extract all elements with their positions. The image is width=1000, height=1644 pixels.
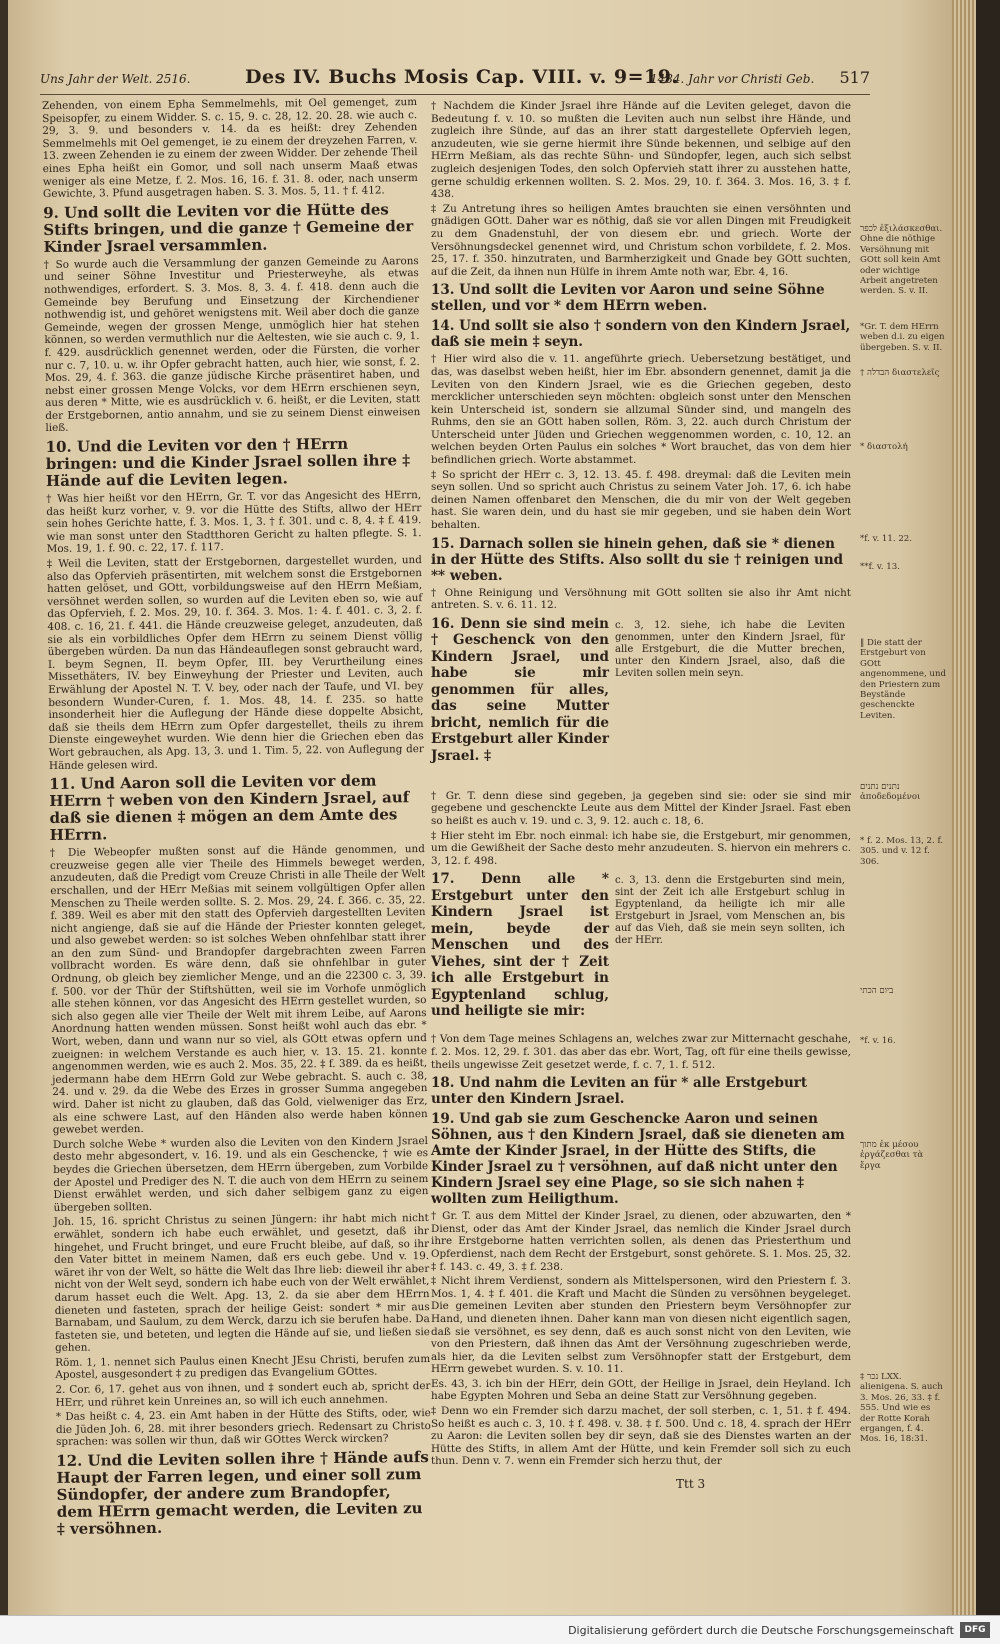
commentary-paragraph: † Hier wird also die v. 11. angeführte griech. Uebersetzung bestätiget, und das, was daselbst weben heißt, hier im Ebr. absondern genennet, damit ja die Leviten von den Kindern Jsrael, wie es die Griechen gegeben, desto mercklicher unterschieden seyn möchten: obgleich sonst unter den Menschen kein Unterscheid ist, sondern sie allzumal Sünder sind, und mangeln des Ruhms, den sie an GOtt haben sollen, Röm. 3, 22. auch durch Christum der Unterscheid unter Jüden und Griechen weggenommen worden, c. 10, 12. an welchen beyden Orten Paulus ein solches * Wort brauchet, das von dem hier befindlichen griech. Worte abstammet.	[431, 353, 851, 467]
commentary-paragraph: † So wurde auch die Versammlung der ganzen Gemeinde zu Aarons und seiner Söhne Investitur und Priesterweyhe, als etwas nothwendiges, erfordert. S. 3. Mos. 8, 3. 4. f. 418. denn auch die Gemeinde bey Berufung und Einsetzung der Kirchendiener nothwendig ist, und gehöret wenigstens mit. Weil aber doch die ganze Gemeinde, wegen der grossen Menge, unmöglich hier hat stehen können, so werden vermuthlich nur die Aeltesten, wie sie auch c. 9, 1. f. 429. ausdrücklich genennet werden, oder die Fürsten, die vorher nur c. 7, 10. u. w. ihr Opfer gebracht hatten, auch hier, wie sonst, f. 2. Mos. 29, 4. f. 363. die ganze jüdische Kirche präsentiret haben, und nebst einer grossen Menge Volcks, vor dem HErrn erschienen seyn, aus deren * Mitte, wie es ausdrücklich v. 6. heißt, er die Leviten, statt der Erstgebornen, antio annahm, und sie zu seinem Dienst einweisen ließ.	[43, 254, 421, 435]
commentary-paragraph: † Gr. T. aus dem Mittel der Kinder Jsrael, zu dienen, oder abzuwarten, den * Dienst, oder das Amt der Kinder Jsrael, das nemlich die Kinder Jsrael durch ihre Erstgeborne hatten verrichten sollen, als denen das Priesterthum und Opferdienst, nach dem Recht der Erstgeburt, sonst gehörete. S. 1. Mos. 25, 32. ‡ f. 143. c. 49, 3. ‡ f. 238.	[431, 1210, 851, 1273]
verse-12: 12. Und die Leviten sollen ihre † Hände aufs Haupt der Farren legen, und einer soll zum Sündopfer, der andere zum Brandopfer, dem HErrn gemacht werden, die Leviten zu ‡ versöhnen.	[56, 1448, 429, 1538]
verse-14: 14. Und sollt sie also † sondern von den Kindern Jsrael, daß sie mein ‡ seyn.	[431, 318, 851, 351]
verse-15: 15. Darnach sollen sie hinein gehen, daß sie * dienen in der Hütte des Stifts. Also sollt du sie † reinigen und ** weben.	[431, 535, 844, 584]
commentary-paragraph: ‡ Zu Antretung ihres so heiligen Amtes brauchten sie einen versöhnten und gnädigen GOtt. Daher war es nöthig, daß sie vor allen Dingen mit Freudigkeit zu dem Gnadenstuhl, der von diesem ebr. und griech. Worte der Versöhnungsdeckel genennet wird, und Christum schon vorbildete, f. 2. Mos. 25, 17. f. 350. hinzutraten, und Barmherzigkeit und Gnade bey GOtt suchten, auf die Zeit, da ihnen nun Hülfe in ihrem Amte noth war, Ebr. 4, 16.	[431, 202, 851, 278]
margin-note: לכפר ἐξιλάσκεσθαι. Ohne die nöthige Versöhnung mit GOtt soll kein Amt oder wichtige Arbeit angetreten werden. S. v. II.	[860, 224, 943, 297]
header-year-christ: 1484. Jahr vor Christi Geb.	[650, 72, 815, 86]
header-title: Des IV. Buchs Mosis Cap. VIII. v. 9=19.	[245, 66, 679, 88]
margin-note: **f. v. 13.	[860, 562, 900, 572]
commentary-paragraph: Zehenden, von einem Epha Semmelmehls, mit Oel gemenget, zum Speisopfer, zu einem Widder. S. c. 15, 9. c. 28, 12. 20. 28. wie auch c. 29, 3. 9. und besonders v. 14. da es heißt: drey Zehenden Semmelmehls mit Oel gemenget, ie zu einem der dreyzehen Farren, v. 13. zween Zehenden ie zu einem der zween Widder. Der zehende Theil eines Epha heißt ein Gomor, und soll nach unserm Maaß etwas weniger als eine Metze, f. 2. Mos. 16, 16. f. 31. 8. oder, nach unserm Gewichte, 3. Pfund ausgetragen haben. S. 3. Mos. 5, 11. † f. 412.	[42, 96, 418, 201]
commentary-paragraph: * Das heißt c. 4, 23. ein Amt haben in der Hütte des Stifts, oder, wie die Jüden Joh. 6, 28. mit ihrer besonders griech. Redensart zu Christo sprachen: was sollen wir thun, daß wir GOttes Werck wircken?	[55, 1407, 431, 1449]
verse-16-cross-reference: c. 3, 12. siehe, ich habe die Leviten genommen, unter den Kindern Jsrael, für alle Erstgeburt, die die Mutter brechen, unter den Kindern Jsrael, also, daß die Leviten sollen mein seyn.	[615, 619, 845, 679]
margin-note: ביום הכתי	[860, 986, 894, 996]
margin-note: *f. v. 11. 22.	[860, 534, 912, 544]
commentary-paragraph: ‡ Nicht ihrem Verdienst, sondern als Mittelspersonen, wird den Priestern f. 3. Mos. 1, 4. ‡ f. 401. die Kraft und Macht die Sünden zu versöhnen beygeleget. Die gemeinen Leviten aber stunden den Priestern beym Versöhnopfer zur Hand, und dieneten ihnen. Daher kann man von diesen nicht eigentlich sagen, daß sie versöhnet, es sey denn, daß es auch sonst nicht von den Leviten, wie von den Priestern, daß ihnen das Amt der Versöhnung zugeschrieben werde, als hier, da die Leviten selbst zum Versöhnopfer statt der Erstgeburt, dem HErrn gewebet wurden. S. v. 10. 11.	[431, 1275, 851, 1376]
margin-note: ‖ Die statt der Erstgeburt von GOtt angenommene, und den Priestern zum Beystände geschenckte Leviten.	[860, 638, 946, 721]
margin-note: *Gr. T. dem HErrn weben d.i. zu eigen übergeben. S. v. II.	[860, 322, 945, 353]
funding-credit: Digitalisierung gefördert durch die Deutsche Forschungsgemeinschaft	[568, 1624, 954, 1637]
running-header	[40, 66, 870, 96]
verse-13: 13. Und sollt die Leviten vor Aaron und seine Söhne stellen, und vor * dem HErrn weben.	[431, 282, 825, 315]
book-page	[8, 0, 976, 1615]
commentary-paragraph: ‡ Weil die Leviten, statt der Erstgebornen, dargestellet wurden, und also das Opfervieh präsentirten, mit welchem sonst die Erstgebornen hatten gelöset, und GOtt, vorbildungsweise auf den HErrn Meßiam, versöhnet werden sollen, so wurden auf die Leviten eben so, wie auf das Opfervieh, f. 2. Mos. 29, 10. f. 364. 3. Mos. 1: 4. f. 401. c. 3, 2. f. 408. c. 16, 21. f. 441. die Hände creuzweise geleget, anzudeuten, daß sie als ein vorbildliches Opfer dem HErrn zu seinem Dienst völlig übergeben würden. Da nun das Händeauflegen sonst gebraucht ward, I. beym Segnen, II. beym Opfer, III. bey Verurtheilung eines Missethäters, IV. bey Einweyhung der Priester und Leviten, auch Erwählung der Apostel N. T. V. bey, oder nach der Taufe, und VI. bey besondern Wunder-Curen, f. 1. Mos. 48, 14. f. 235. so hatte insonderheit hier die Auflegung der Hände diese doppelte Absicht, daß sie theils dem HErrn zum Opfer dargestellet, theils zu ihrem Dienste eingeweyhet wurden. Wie denn hier die Griechen eben das Wort gebrauchen, als Apg. 13, 3. und 1. Tim. 5, 22. von Auflegung der Hände gelesen wird.	[46, 554, 424, 772]
right-column	[431, 100, 851, 1495]
commentary-paragraph: † Gr. T. denn diese sind gegeben, ja gegeben sind sie: oder sie sind mir gegebene und geschenckte Leute aus dem Mittel der Kinder Jsrael. Fast eben so heißt es auch v. 19. und c. 3, 9. 12. auch c. 18, 6.	[431, 789, 851, 827]
verse-17: 17. Denn alle * Erstgeburt unter den Kindern Jsrael ist mein, beyde der Menschen und des Viehes, sint der † Zeit ich alle Erstgeburt in Egyptenland schlug, und heiligte sie mir:	[431, 871, 609, 1020]
signature-mark: Ttt 3	[676, 1477, 706, 1491]
margin-notes	[860, 100, 950, 1530]
verse-17-cross-reference: c. 3, 13. denn die Erstgeburten sind mein, sint der Zeit ich alle Erstgeburt schlug in Egyptenland, da heiligte ich mir alle Erstgeburt in Jsrael, vom Menschen an, bis auf das Vieh, daß sie mein seyn sollten, ich der HErr.	[615, 875, 845, 947]
margin-note: ‡ נכר LXX. alienigena. S. auch 3. Mos. 26, 33. ‡ f. 555. Und wie es der Rotte Korah ergangen, f. 4. Mos. 16, 18:31.	[860, 1372, 943, 1445]
margin-note: נתנים נתנים ἀποδεδομένοι	[860, 782, 921, 803]
margin-note: † הבדלה διαστελεῖς	[860, 368, 940, 378]
margin-note: * f. 2. Mos. 13, 2. f. 305. und v. 12 f. 306.	[860, 836, 944, 867]
commentary-paragraph: † Was hier heißt vor den HErrn, Gr. T. vor das Angesicht des HErrn, das heißt kurz vorher, v. 9. vor die Hütte des Stifts, allwo der HErr sein hohes Gerichte hatte, f. 3. Mos. 1, 3. † f. 301. und c. 8, 4. ‡ f. 419. wie man sonst unter den Stadtthoren Gericht zu halten pflegte. S. 1. Mos. 19, 1. f. 90. c. 22, 17. f. 117.	[46, 489, 422, 556]
dfg-logo: DFG	[960, 1622, 990, 1638]
commentary-paragraph: † Nachdem die Kinder Jsrael ihre Hände auf die Leviten geleget, davon die Bedeutung f. v. 10. so mußten die Leviten auch nun selbst ihre Hände, und zugleich ihre Sünde, auf das an ihrer statt dargestellete Opfervieh legen, anzudeuten, wie sie gerne hiermit ihre Sünde bekennen, und selbige auf den HErrn Meßiam, als das rechte Sühn- und Sündopfer, legen, auch sich selbst zugleich desjenigen Todes, den solch Opfervieh statt ihrer zu ausstehen hatte, gerne schuldig erkennen wollten. S. 2. Mos. 29, 10. f. 364. 3. Mos. 16, 3. ‡ f. 438.	[431, 100, 851, 201]
commentary-paragraph: ‡ So spricht der HErr c. 3, 12. 13. 45. f. 498. dreymal: daß die Leviten mein seyn sollen. Und so spricht auch Christus zu seinem Vater Joh. 17, 6. ich habe deinen Namen offenbaret den Menschen, die du mir von der Welt gegeben hast. Sie waren dein, und du hast sie mir gegeben, und sie haben dein Wort behalten.	[431, 468, 851, 532]
header-year-world: Uns Jahr der Welt. 2516.	[40, 72, 191, 86]
commentary-paragraph: Durch solche Webe * wurden also die Leviten von den Kindern Jsrael desto mehr abgesondert, v. 16. 19. und als ein Geschencke, † wie es beydes die Griechen übersetzen, dem HErrn übergeben, zum Vorbilde der Apostel und Prediger des N. T. die auch von dem HErrn zu seinem Dienst erwählet werden, und sich daher selbigem ganz zu eigen übergeben sollten.	[52, 1134, 429, 1214]
margin-note: * διαστολή	[860, 442, 908, 452]
commentary-paragraph: Röm. 1, 1. nennet sich Paulus einen Knecht JEsu Christi, berufen zum Apostel, ausgesondert ‡ zu predigen das Evangelium GOttes.	[55, 1352, 431, 1382]
verse-10: 10. Und die Leviten vor den † HErrn bringen: und die Kinder Jsrael sollen ihre ‡ Hände auf die Leviten legen.	[45, 434, 411, 491]
digitization-footer	[0, 1615, 1000, 1644]
commentary-paragraph: † Von dem Tage meines Schlagens an, welches zwar zur Mitternacht geschahe, f. 2. Mos. 12, 29. f. 301. das aber das ebr. Wort, Tag, oft für eine theils gewisse, theils ungewisse Zeit gesetzet werde, f. c. 7, 1. f. 512.	[431, 1033, 851, 1071]
commentary-paragraph: † Die Webeopfer mußten sonst auf die Hände genommen, und creuzweise gegen alle vier Theile des Himmels beweget werden, anzudeuten, daß die Predigt vom Creuze Christi in alle Theile der Welt erschallen, und der HErr Meßias mit seinem vollgültigen Opfer allen Menschen zu Theile werden sollte. S. 2. Mos. 29, 24. f. 366. c. 35, 22. f. 389. Weil es aber mit den statt des Opfervieh dargestellten Leviten nicht angienge, daß sie auf die Hände der Priester konnten geleget, und also gewebet werden: so ist solches Weben ohnfehlbar statt ihrer an den zum Sünd- und Brandopfer dargebrachten zween Farren vollbracht worden. Es wäre denn, daß sie ohnfehlbar in guter Ordnung, ob gleich bey ziemlicher Menge, und an die 22300 c. 3, 39. f. 500. vor der Thür der Stiftshütten, weil sie im Vorhofe unmöglich alle stehen können, vor das Angesicht des HErrn gestellet wurden, so sich also gegen alle vier Theile der Welt mit ihrem Leibe, auf Aarons Anordnung hatten wenden müssen. Sonst heißt wohl auch das ebr. * Wort, weben, dann und wann nur so viel, als GOtt etwas opfern und zueignen: in welchem Verstande es auch hier, v. 13. 15. 21. konnte angenommen werden, wie es auch 2. Mos. 35, 22. ‡ f. 389. da es heißt, jedermann habe dem HErrn Gold zur Webe gebracht. S. auch c. 38, 24. und v. 29. da die Webe des Erzes in grosser Summa angegeben wird. Daher ist nicht zu glauben, daß das Gold, vielweniger das Erz, als eine schwere Last, auf den Händen also werde haben können gewebet werden.	[49, 843, 428, 1137]
book-gutter	[0, 0, 8, 1615]
verse-11: 11. Und Aaron soll die Leviten vor dem HErrn † weben von den Kindern Jsrael, auf daß sie dienen ‡ mögen an dem Amte des HErrn.	[49, 771, 410, 845]
commentary-paragraph: Joh. 15, 16. spricht Christus zu seinen Jüngern: ihr habt mich nicht erwählet, sondern ich habe euch erwählet, und gesetzt, daß ihr hingehet, und Frucht bringet, und eure Frucht bleibe, auf daß, so ihr den Vater bittet in meinem Namen, daß ers euch gebe. Und v. 19. wäret ihr von der Welt, so hätte die Welt das Ihre lieb: dieweil ihr aber nicht von der Welt seyd, sondern ich habe euch von der Welt erwählet, darum hasset euch die Welt. Apg. 13, 2. da sie aber dem HErrn dieneten und fasteten, sprach der heilige Geist: sondert * mir aus Barnabam, und Saulum, zu dem Werck, darzu ich sie berufen habe. Da fasteten sie, und beteten, und legten die Hände auf sie, und ließen sie gehen.	[53, 1212, 430, 1355]
header-rule	[40, 94, 870, 95]
margin-note: *f. v. 16.	[860, 1036, 896, 1046]
commentary-paragraph: ‡ Hier steht im Ebr. noch einmal: ich habe sie, die Erstgeburt, mir genommen, um die Gewißheit der Sache desto mehr anzudeuten. S. hiervon ein mehrers c. 3, 12. f. 498.	[431, 829, 851, 867]
verse-9: 9. Und sollt die Leviten vor die Hütte des Stifts bringen, und die ganze † Gemeine der Kinder Jsrael versammlen.	[43, 200, 414, 256]
commentary-paragraph: 2. Cor. 6, 17. gehet aus von ihnen, und ‡ sondert euch ab, spricht der HErr, und rühret kein Unreines an, so will ich euch annehmen.	[55, 1380, 431, 1409]
page-edge	[952, 0, 976, 1615]
commentary-paragraph: ‡ Denn wo ein Fremder sich darzu machet, der soll sterben, c. 1, 51. ‡ f. 494. So heißt es auch c. 3, 10. ‡ f. 498. v. 38. ‡ f. 500. Und c. 18, 4. sprach der HErr zu Aaron: die Leviten sollen bey dir seyn, daß sie des Dienstes warten an der Hütte des Stifts, in allem Amt der Hütte, und kein Fremder soll sich zu euch thun. Denn v. 7. wenn ein Fremder sich herzu thut, der	[431, 1405, 851, 1468]
verse-16: 16. Denn sie sind mein † Geschenck von den Kindern Jsrael, und habe sie mir genommen für alles, das seine Mutter bricht, nemlich für die Erstgeburt aller Kinder Jsrael. ‡	[431, 615, 609, 764]
page-number: 517	[839, 68, 870, 87]
commentary-paragraph: † Ohne Reinigung und Versöhnung mit GOtt sollten sie also ihr Amt nicht antreten. S. v. 6. 11. 12.	[431, 586, 851, 612]
verse-16-block	[431, 616, 851, 786]
verse-19: 19. Und gab sie zum Geschencke Aaron und seinen Söhnen, aus † den Kindern Jsrael, daß sie dieneten am Amte der Kinder Jsrael, in der Hütte des Stifts, die Kinder Jsrael zu † versöhnen, auf daß nicht unter den Kindern Jsrael sey eine Plage, so sie sich nahen ‡ wollten zum Heiligthum.	[431, 1111, 845, 1208]
verse-18: 18. Und nahm die Leviten an für * alle Erstgeburt unter den Kindern Jsrael.	[431, 1075, 808, 1108]
margin-note: מתוך ἐκ μέσου ἐργάζεσθαι τὰ ἔργα	[860, 1140, 924, 1171]
verse-17-block	[431, 871, 851, 1029]
commentary-paragraph: Es. 43, 3. ich bin der HErr, dein GOtt, der Heilige in Jsrael, dein Heyland. Ich habe Egypten Mohren und Seba an deine Statt zur Versöhnung gegeben.	[431, 1377, 851, 1403]
left-column	[42, 96, 431, 1538]
